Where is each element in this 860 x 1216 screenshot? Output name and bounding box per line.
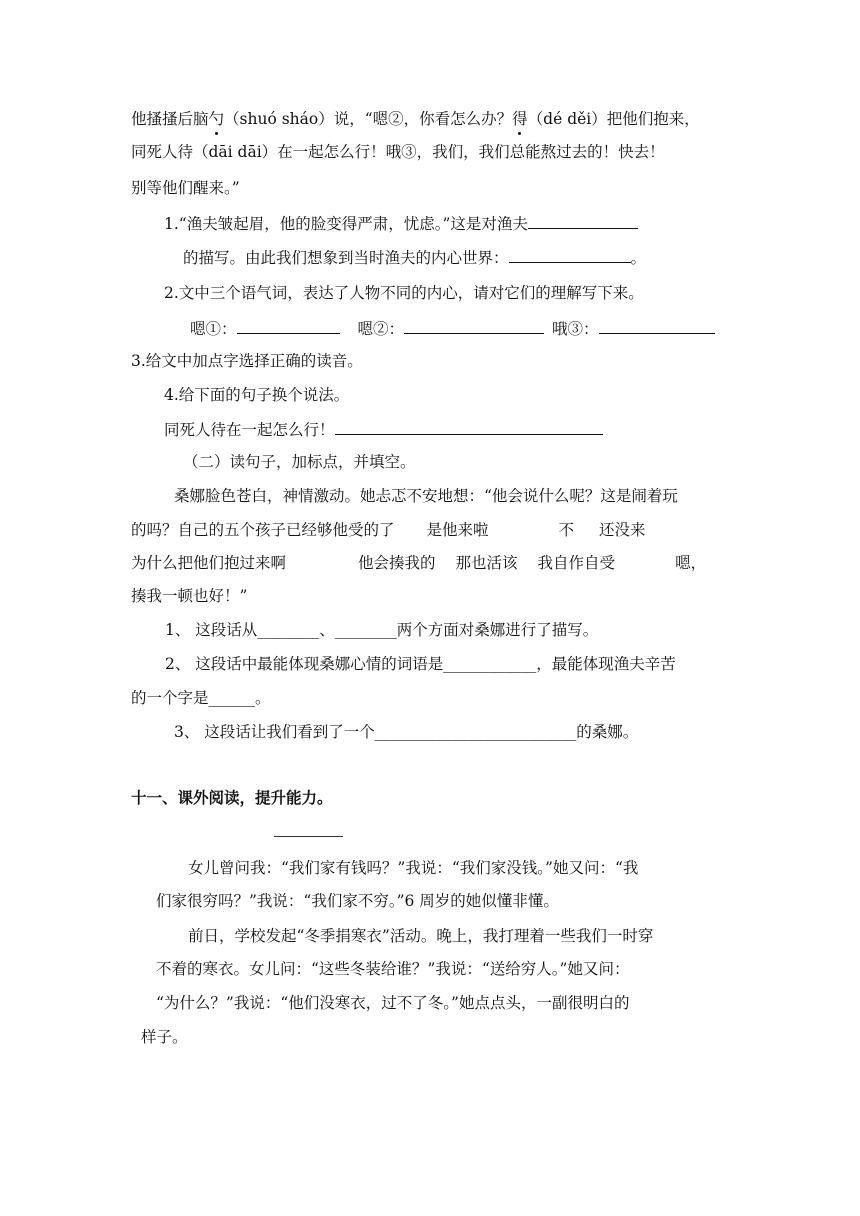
section-2-para-line-1: 桑娜脸色苍白，神情激动。她忐忑不安地想：“他会说什么呢？这是闹着玩 — [174, 487, 678, 505]
passage-line-1 — [131, 108, 700, 130]
para-text: 嗯， — [675, 554, 707, 572]
passage-text: （dé děi）把他们抱来， — [527, 110, 700, 128]
answer-blank[interactable] — [237, 317, 340, 334]
passage-line-3: 别等他们醒来。” — [131, 179, 240, 197]
answer-blank[interactable] — [509, 246, 631, 263]
para-text: 的吗？自己的五个孩子已经够他受的了 — [131, 521, 395, 539]
passage-text: （shuó sháo）说，“嗯②，你看怎么办？ — [224, 110, 513, 128]
reading-para-1-line-1: 女儿曾问我：“我们家有钱吗？”我说：“我们家没钱。”她又问：“我 — [188, 859, 639, 877]
para-text: 还没来 — [599, 521, 646, 539]
passage-text: 他搔搔后脑 — [131, 110, 209, 128]
section-2-para-line-4: 揍我一顿也好！” — [131, 587, 248, 605]
para-text: 是他来啦 — [426, 521, 489, 539]
question-2-text: 2.文中三个语气词，表达了人物不同的内心，请对它们的理解写下来。 — [164, 284, 644, 302]
answer-blank[interactable] — [335, 418, 603, 435]
punctuation: 。 — [630, 249, 647, 267]
reading-para-1-line-2: 们家很穷吗？”我说：“我们家不穷。”6 周岁的她似懂非懂。 — [156, 892, 559, 910]
answer-blank[interactable] — [599, 317, 715, 334]
title-blank-line — [274, 836, 343, 837]
answer-label: 嗯②： — [357, 320, 405, 338]
reading-para-2-line-2: 不着的寒衣。女儿问：“这些冬装给谁？”我说：“送给穷人。”她又问： — [156, 960, 630, 978]
para-text: 他会揍我的 — [358, 554, 436, 572]
para-text: 那也活该 — [455, 554, 518, 572]
para-text: 我自作自受 — [537, 554, 616, 572]
answer-label: 哦③： — [552, 320, 599, 338]
dotted-char: 得 — [512, 110, 528, 128]
section-2-para-line-2 — [131, 519, 646, 541]
question-2-answers — [190, 317, 715, 340]
section-2-question-2-cont: 的一个字是______。 — [131, 689, 271, 707]
section-11-title: 十一、课外阅读，提升能力。 — [131, 788, 333, 807]
answer-blank[interactable] — [404, 317, 544, 334]
answer-blank[interactable] — [528, 212, 638, 229]
question-1-line-2 — [183, 246, 646, 269]
reading-para-2-line-1: 前日，学校发起“冬季捐寒衣”活动。晚上，我打理着一些我们一时穿 — [188, 927, 654, 945]
question-4-sentence — [164, 418, 603, 441]
para-text: 不 — [558, 521, 575, 539]
answer-label: 嗯①： — [190, 320, 237, 338]
section-2-question-1: 1、 这段话从________、________两个方面对桑娜进行了描写。 — [165, 621, 599, 639]
section-2-para-line-3 — [131, 552, 706, 574]
question-1-text: 的描写。由此我们想象到当时渔夫的内心世界： — [183, 249, 509, 267]
question-1-line-1 — [164, 212, 638, 235]
reading-para-2-line-4: 样子。 — [141, 1028, 188, 1046]
question-1-text: 1.“渔夫皱起眉，他的脸变得严肃，忧虑。”这是对渔夫 — [164, 215, 528, 233]
section-2-title: （二）读句子，加标点，并填空。 — [183, 453, 416, 471]
question-3-text: 3.给文中加点字选择正确的读音。 — [131, 352, 363, 370]
section-2-question-3: 3、 这段话让我们看到了一个__________________________的桑娜。 — [174, 723, 639, 741]
section-2-question-2: 2、 这段话中最能体现桑娜心情的词语是____________，最能体现渔夫辛苦 — [165, 655, 676, 673]
reading-para-2-line-3: “为什么？”我说：“他们没寒衣，过不了冬。”她点点头，一副很明白的 — [156, 994, 630, 1012]
passage-line-2: 同死人待（dāi dāi）在一起怎么行！哦③，我们，我们总能熬过去的！快去！ — [131, 143, 665, 161]
para-text: 为什么把他们抱过来啊 — [131, 554, 287, 572]
question-4-text: 4.给下面的句子换个说法。 — [164, 386, 350, 404]
sentence-text: 同死人待在一起怎么行！ — [164, 421, 335, 439]
dotted-char: 勺 — [208, 110, 225, 128]
